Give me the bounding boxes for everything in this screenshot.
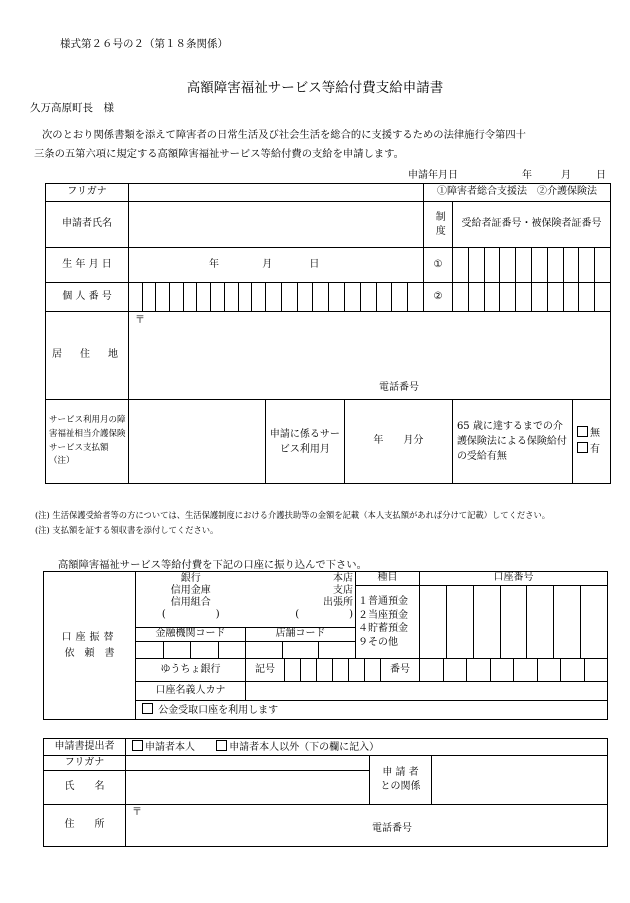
yucho-fields[interactable]: [246, 659, 608, 682]
checkbox-other[interactable]: [216, 740, 227, 751]
postal-mark: 〒: [135, 315, 145, 326]
submitter-furigana-field[interactable]: [126, 756, 370, 771]
branch-code-field[interactable]: [246, 642, 356, 659]
service-amount-label: サービス利用月の障害福祉相当介護保険サービス支払額（注）: [46, 400, 129, 484]
submitter-furigana-label: フリガナ: [44, 756, 126, 771]
dob-day: 日: [309, 258, 320, 270]
mynumber-digit[interactable]: [156, 283, 170, 312]
mynumber-digit[interactable]: [170, 283, 184, 312]
page-title: 高額障害福祉サービス等給付費支給申請書: [186, 80, 444, 96]
address-field[interactable]: [129, 312, 611, 400]
intro-line-2: 三条の五第六項に規定する高額障害福祉サービス等給付費の支給を申請します。: [34, 148, 404, 160]
note-2: (注) 支払額を証する領収書を添付してください。: [35, 525, 219, 535]
system-opt2: ②: [423, 283, 452, 312]
mynumber-digit[interactable]: [238, 283, 252, 312]
submitter-options[interactable]: [126, 739, 608, 756]
public-account-checkbox[interactable]: [142, 703, 153, 714]
intro-line-1: 次のとおり関係書類を添えて障害者の日常生活及び社会生活を総合的に支援するための法律施行令第四十: [42, 129, 526, 141]
dob-label: 生 年 月 日: [46, 248, 129, 283]
cert-number-2[interactable]: [452, 283, 610, 312]
furigana-label: フリガナ: [46, 184, 129, 202]
opt-other-label: 申請者本人以外（下の欄に記入）: [229, 741, 380, 753]
system-label: 制度: [423, 202, 452, 248]
applicant-name-label: 申請者氏名: [46, 202, 129, 248]
addressee: 久万高原町長 様: [30, 102, 114, 114]
form-number: 様式第２６号の２（第１８条関係）: [60, 38, 228, 50]
date-label: 申請年月日: [408, 170, 458, 181]
dob-field[interactable]: [129, 248, 424, 283]
account-number-label: 口座番号: [420, 572, 608, 586]
submitter-postal-mark: 〒: [132, 807, 142, 818]
yucho-label: ゆうちょ銀行: [136, 659, 246, 682]
holder-kana-field[interactable]: [246, 682, 608, 701]
mynumber-digit[interactable]: [211, 283, 225, 312]
account-kinds[interactable]: １普通預金 ２当座預金 ４貯蓄預金 ９その他: [356, 586, 420, 659]
opt-self-label: 申請者本人: [145, 741, 195, 753]
checkbox-have[interactable]: [577, 442, 588, 453]
none-label: 無: [589, 427, 600, 439]
relation-label: 申 請 者 との関係: [370, 756, 432, 805]
mynumber-digit[interactable]: [252, 283, 266, 312]
account-number-field[interactable]: [420, 586, 608, 659]
date-year: 年: [522, 170, 532, 181]
mynumber-digit[interactable]: [142, 283, 156, 312]
branch-code-label: 店舗コード: [246, 628, 356, 642]
mynumber-digit[interactable]: [197, 283, 211, 312]
service-month-field[interactable]: 年 月分: [344, 400, 452, 484]
have-label: 有: [589, 443, 600, 455]
holder-kana-label: 口座名義人カナ: [136, 682, 246, 701]
bank-instruction: 高額障害福祉サービス等給付費を下記の口座に振り込んで下さい。: [58, 559, 367, 571]
submitter-name-field[interactable]: [126, 771, 370, 805]
bank-side-label: [44, 572, 136, 720]
service-amount-field[interactable]: [129, 400, 266, 484]
system-opt1: ①: [423, 248, 452, 283]
submitter-table: [43, 738, 608, 847]
service-month-label: 申請に係るサービス利用月: [265, 400, 344, 484]
mynumber-label: 個 人 番 号: [46, 283, 129, 312]
dob-month: 月: [262, 258, 273, 270]
submitter-name-label: 氏 名: [44, 771, 126, 805]
submitter-label: 申請書提出者: [44, 739, 126, 756]
branch-types: 本店 支店 出張所 ( ): [295, 573, 353, 620]
side-label-2: 依 頼 書: [64, 647, 115, 659]
kigou-label: 記号: [246, 659, 285, 681]
age65-label: 65 歳に達するまでの介護保険法による保険給付の受給有無: [452, 400, 572, 484]
mynumber-digit[interactable]: [129, 283, 143, 312]
relation-field[interactable]: [432, 756, 608, 805]
applicant-table: [45, 183, 611, 484]
address-label: 居 住 地: [46, 312, 129, 400]
applicant-name-field[interactable]: [129, 202, 424, 248]
bangou-label: 番号: [381, 659, 420, 681]
branch-name-field[interactable]: [246, 572, 356, 628]
mynumber-digit[interactable]: [224, 283, 238, 312]
date-day: 日: [596, 170, 606, 181]
bank-code-label: 金融機関コード: [136, 628, 246, 642]
bank-table: [43, 571, 608, 720]
cert-number-1[interactable]: [452, 248, 610, 283]
public-account-label: 公金受取口座を利用します: [158, 704, 279, 716]
kind-label: 種目: [356, 572, 420, 586]
furigana-field[interactable]: [129, 184, 424, 202]
phone-label: 電話番号: [379, 382, 419, 393]
mynumber-digits-tail[interactable]: [265, 283, 423, 312]
bank-types: 銀行 信用金庫 信用組合 ( ): [161, 573, 220, 620]
note-1: (注) 生活保護受給者等の方については、生活保護制度における介護扶助等の金額を記載（本人支払額があれば分けて記載）してください。: [35, 510, 551, 520]
submitter-address-label: 住 所: [44, 805, 126, 847]
system-options: ①障害者総合支援法 ②介護保険法: [423, 184, 610, 202]
side-label-1: 口座振替: [61, 631, 118, 643]
date-month: 月: [561, 170, 571, 181]
age65-options[interactable]: [572, 400, 610, 484]
mynumber-digit[interactable]: [183, 283, 197, 312]
submitter-address-field[interactable]: [126, 805, 608, 847]
submitter-phone-label: 電話番号: [372, 823, 412, 834]
public-account-row[interactable]: [136, 701, 608, 720]
bank-code-field[interactable]: [136, 642, 246, 659]
dob-year: 年: [209, 258, 219, 270]
cert-number-label: 受給者証番号・被保険者証番号: [452, 202, 610, 248]
bank-name-field[interactable]: [136, 572, 246, 628]
checkbox-none[interactable]: [577, 426, 588, 437]
checkbox-self[interactable]: [132, 740, 143, 751]
